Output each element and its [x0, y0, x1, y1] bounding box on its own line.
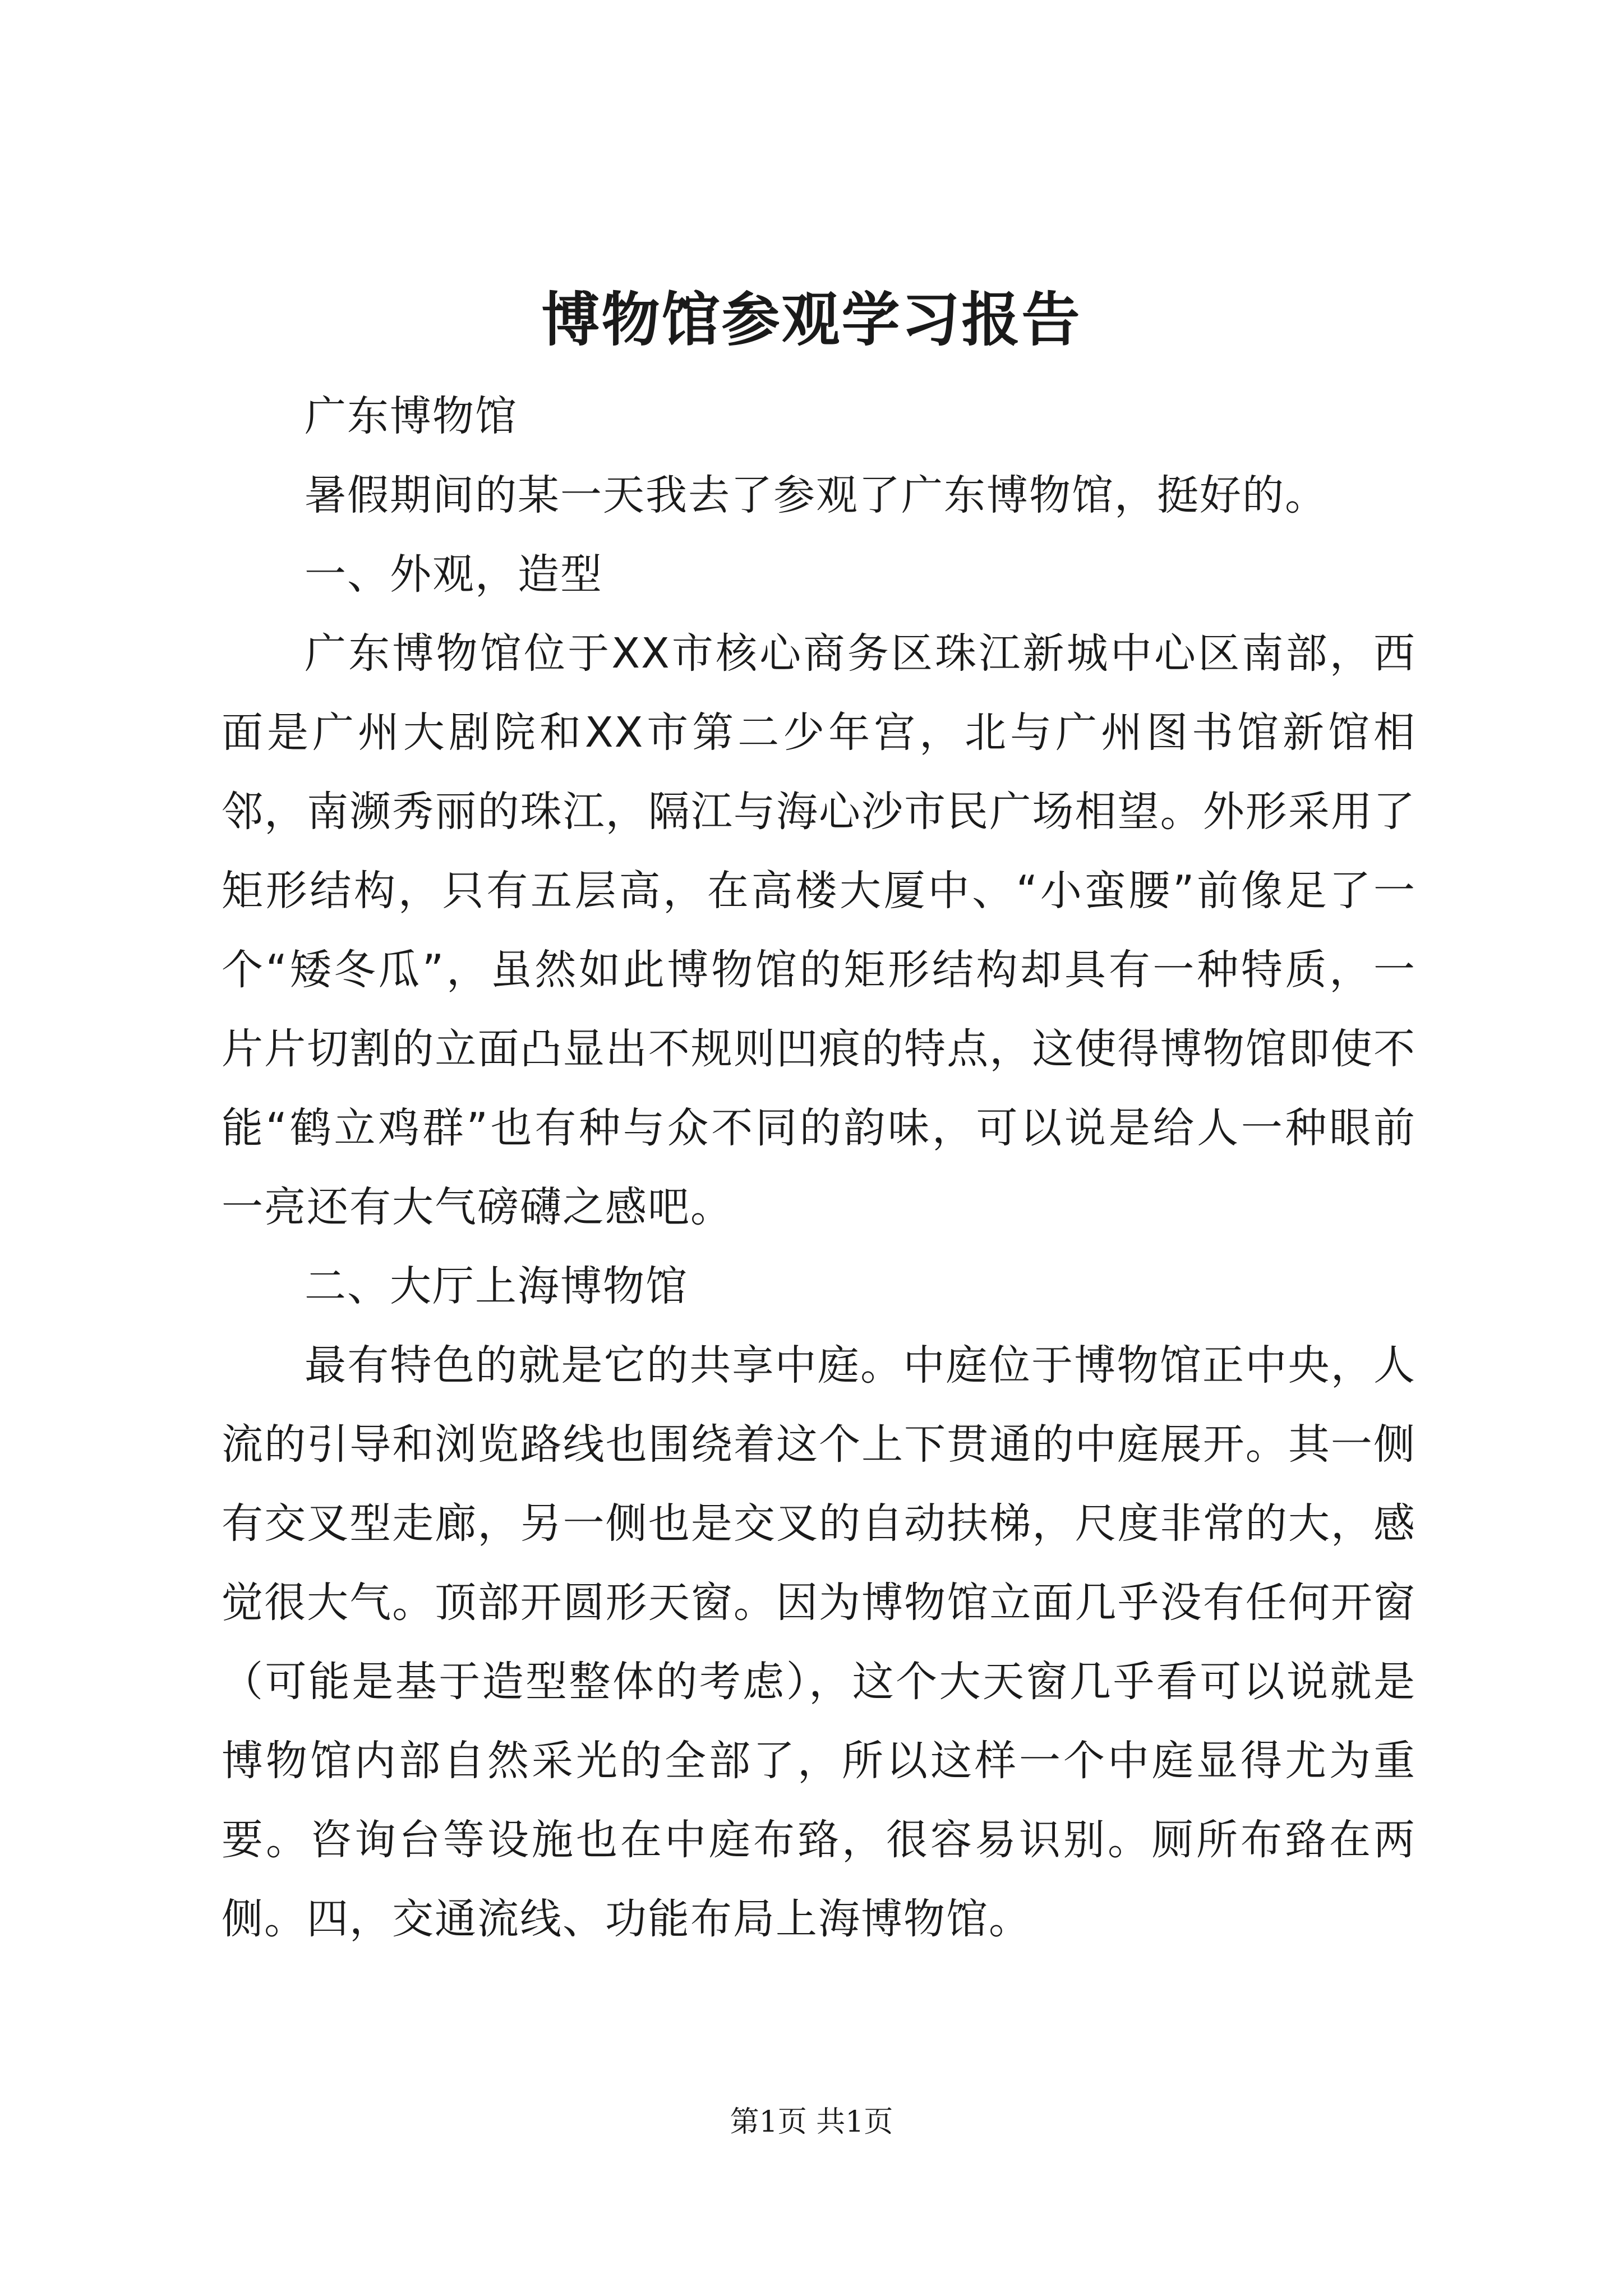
document-title: 博物馆参观学习报告	[541, 285, 1082, 354]
section-heading-hall: 二、大厅上海博物馆	[305, 1262, 688, 1310]
paragraph-intro: 暑假期间的某一天我去了参观了广东博物馆，挺好的。	[305, 471, 1327, 519]
section-heading-appearance: 一、外观，造型	[305, 550, 603, 599]
document-body	[222, 377, 1416, 1959]
paragraph-appearance: 广东博物馆位于XX市核心商务区珠江新城中心区南部，西面是广州大剧院和XX市第二少年宫，北与广州图书馆新馆相邻，南濒秀丽的珠江，隔江与海心沙市民广场相望。外形采用了矩形结构，只有五层高，在高楼大厦中、“小蛮腰”前像足了一个“矮冬瓜”，虽然如此博物馆的矩形结构却具有一种特质，一片片切割的立面凸显出不规则凹痕的特点，这使得博物馆即使不能“鹤立鸡群”也有种与众不同的韵味，可以说是给人一种眼前一亮还有大气磅礴之感吧。	[222, 629, 1416, 1231]
paragraph-museum-name: 广东博物馆	[305, 392, 518, 440]
page-footer: 第1页 共1页	[730, 2105, 893, 2139]
paragraph-hall: 最有特色的就是它的共享中庭。中庭位于博物馆正中央，人流的引导和浏览路线也围绕着这个上下贯通的中庭展开。其一侧有交叉型走廊，另一侧也是交叉的自动扶梯，尺度非常的大，感觉很大气。顶部开圆形天窗。因为博物馆立面几乎没有任何开窗（可能是基于造型整体的考虑），这个大天窗几乎看可以说就是博物馆内部自然采光的全部了，所以这样一个中庭显得尤为重要。咨询台等设施也在中庭布臵，很容易识别。厕所布臵在两侧。四，交通流线、功能布局上海博物馆。	[222, 1341, 1416, 1943]
